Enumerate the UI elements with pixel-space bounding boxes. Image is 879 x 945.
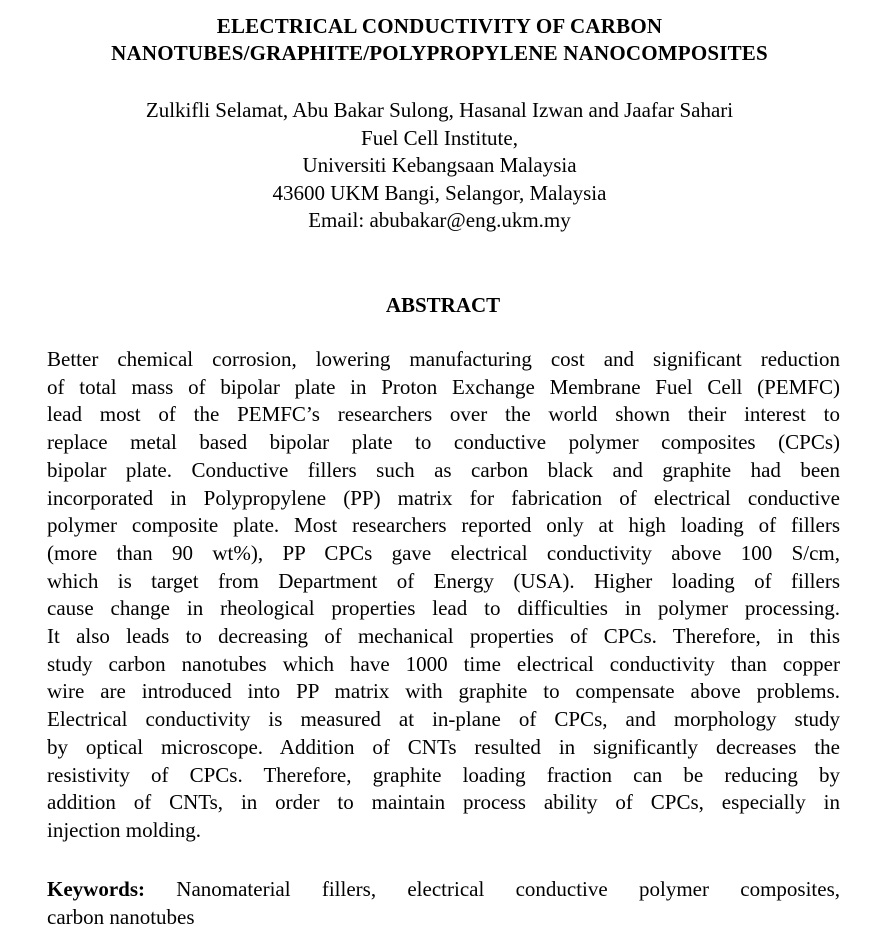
- abstract-line: Better chemical corrosion, lowering manufacturing cost and significant reduction: [47, 347, 840, 371]
- keywords-section: [47, 876, 840, 931]
- keywords-line-2: carbon nanotubes: [47, 904, 195, 929]
- affiliation-line-1: Fuel Cell Institute,: [361, 125, 518, 150]
- abstract-line: Electrical conductivity is measured at in-plane of CPCs, and morphology study: [47, 707, 840, 732]
- abstract-line: It also leads to decreasing of mechanical properties of CPCs. Therefore, in this: [47, 624, 840, 649]
- affiliation-line-3: 43600 UKM Bangi, Selangor, Malaysia: [272, 180, 607, 205]
- abstract-line: by optical microscope. Addition of CNTs resulted in significantly decreases the: [47, 734, 840, 759]
- abstract-line: addition of CNTs, in order to maintain process ability of CPCs, especially in: [47, 790, 840, 815]
- paper-title: [0, 13, 879, 67]
- keywords-text: Nanomaterial fillers, electrical conductive polymer composites,: [145, 877, 840, 901]
- abstract-line: (more than 90 wt%), PP CPCs gave electrical conductivity above 100 S/cm,: [47, 540, 840, 565]
- abstract-heading: ABSTRACT: [385, 293, 501, 317]
- author-block: [0, 97, 879, 235]
- abstract-body: [47, 346, 840, 845]
- abstract-line: study carbon nanotubes which have 1000 time electrical conductivity than copper: [47, 651, 840, 676]
- author-email: Email: abubakar@eng.ukm.my: [308, 208, 571, 232]
- abstract-line: wire are introduced into PP matrix with graphite to compensate above problems.: [47, 679, 840, 704]
- abstract-line: lead most of the PEMFC’s researchers over the world shown their interest to: [47, 402, 840, 427]
- abstract-line: cause change in rheological properties lead to difficulties in polymer processing.: [47, 596, 840, 621]
- title-line-2: NANOTUBES/GRAPHITE/POLYPROPYLENE NANOCOMPOSITES: [111, 41, 768, 65]
- abstract-line: polymer composite plate. Most researchers reported only at high loading of fillers: [47, 513, 840, 538]
- abstract-line: bipolar plate. Conductive fillers such as carbon black and graphite had been: [47, 457, 840, 482]
- abstract-line: which is target from Department of Energy (USA). Higher loading of fillers: [47, 568, 840, 593]
- keywords-line-1: [47, 876, 840, 904]
- abstract-line: replace metal based bipolar plate to conductive polymer composites (CPCs): [47, 430, 840, 455]
- abstract-line: of total mass of bipolar plate in Proton Exchange Membrane Fuel Cell (PEMFC): [47, 374, 840, 399]
- abstract-line: injection molding.: [47, 817, 201, 842]
- abstract-line: incorporated in Polypropylene (PP) matrix for fabrication of electrical conductive: [47, 485, 840, 510]
- affiliation-line-2: Universiti Kebangsaan Malaysia: [302, 153, 577, 177]
- abstract-line: resistivity of CPCs. Therefore, graphite loading fraction can be reducing by: [47, 762, 840, 787]
- author-names: Zulkifli Selamat, Abu Bakar Sulong, Hasanal Izwan and Jaafar Sahari: [145, 98, 734, 122]
- title-line-1: ELECTRICAL CONDUCTIVITY OF CARBON: [216, 14, 663, 38]
- keywords-label: Keywords:: [47, 877, 145, 901]
